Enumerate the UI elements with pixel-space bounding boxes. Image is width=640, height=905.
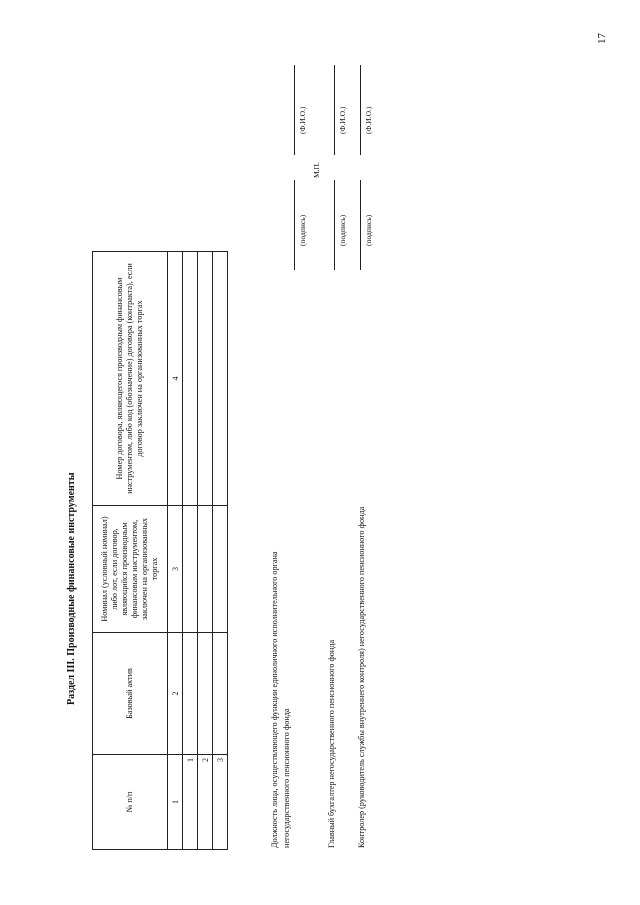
table-cell [183, 506, 198, 633]
table-row [213, 252, 228, 850]
chief-accountant-label: Главный бухгалтер негосударственного пенсионного фонда [327, 639, 336, 848]
header-contract-number: Номер договора, являющегося производным финансовым инструментом, либо код (обозначение) договора (контракта), если договор заключен на организованных торгах [93, 252, 168, 506]
column-number: 2 [168, 633, 183, 755]
controller-signature-caption: (подпись) [364, 214, 373, 246]
seal-label: М.П. [312, 162, 321, 178]
header-nominal: Номинал (условный номинал) либо лот, если договор, являющийся производным финансовым инструментом, заключен на организованных торгах [93, 506, 168, 633]
table-cell [198, 252, 213, 506]
controller-name-caption: (Ф.И.О.) [364, 106, 373, 134]
table-cell [198, 633, 213, 755]
column-number: 4 [168, 252, 183, 506]
page-number: 17 [596, 33, 608, 44]
ceo-position-line1: Должность лица, осуществляющего функции единоличного исполнительного органа [270, 551, 279, 848]
controller-signature-line [360, 180, 361, 270]
table-cell [213, 506, 228, 633]
table-row [198, 252, 213, 850]
table-row [183, 252, 198, 850]
column-numbers-row [168, 252, 183, 850]
column-number: 3 [168, 506, 183, 633]
ceo-name-line [294, 65, 295, 155]
row-number: 1 [183, 755, 198, 850]
table-cell [198, 506, 213, 633]
controller-name-line [360, 65, 361, 155]
header-base-asset: Базовый актив [93, 633, 168, 755]
row-number: 3 [213, 755, 228, 850]
ceo-name-caption: (Ф.И.О.) [298, 106, 307, 134]
controller-label: Контролер (руководитель службы внутреннего контроля) негосударственного пенсионного фонда [357, 506, 366, 848]
table-cell [183, 252, 198, 506]
ceo-signature-caption: (подпись) [298, 214, 307, 246]
ceo-position-line2: негосударственного пенсионного фонда [282, 708, 291, 848]
section-title: Раздел III. Производные финансовые инструменты [66, 472, 77, 705]
accountant-signature-line [334, 180, 335, 270]
table-cell [213, 252, 228, 506]
derivatives-table [92, 263, 232, 850]
column-number: 1 [168, 755, 183, 850]
accountant-name-caption: (Ф.И.О.) [338, 106, 347, 134]
table-cell [213, 633, 228, 755]
header-number: № п/п [93, 755, 168, 850]
ceo-signature-line [294, 180, 295, 270]
accountant-name-line [334, 65, 335, 155]
row-number: 2 [198, 755, 213, 850]
accountant-signature-caption: (подпись) [338, 214, 347, 246]
table-cell [183, 633, 198, 755]
